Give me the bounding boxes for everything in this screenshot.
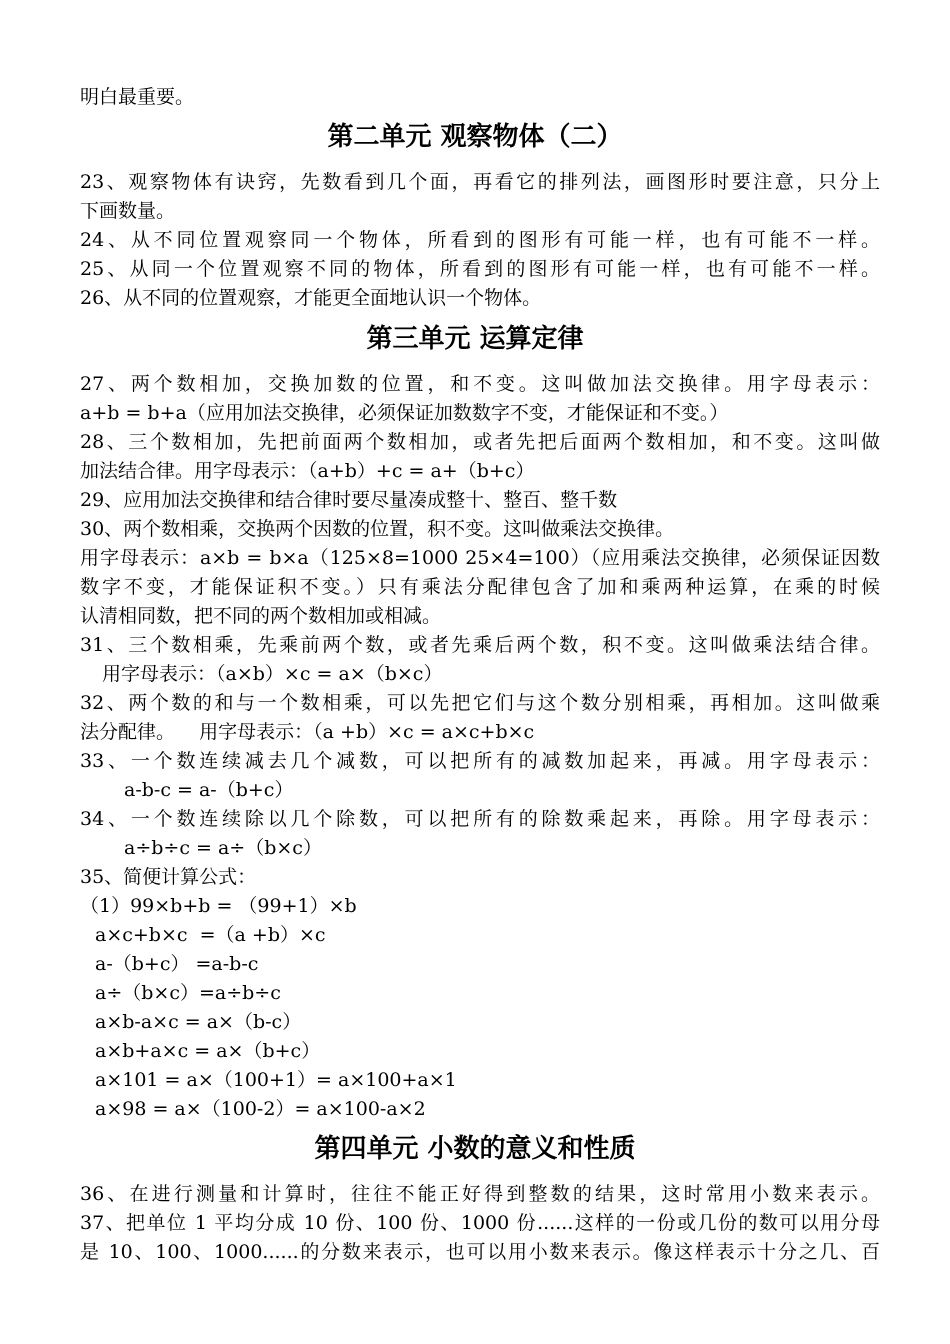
item-23-line2: 下画数量。 (80, 200, 176, 222)
formula-5: a×b-a×c = a×（b-c） (95, 1011, 302, 1033)
item-31-line2: 用字母表示：（a×b）×c = a×（b×c） (102, 663, 443, 685)
formula-7: a×101 = a×（100+1）= a×100+a×1 (95, 1069, 457, 1091)
formula-8: a×98 = a×（100-2）= a×100-a×2 (95, 1098, 426, 1120)
item-27-line2: a+b = b+a（应用加法交换律，必须保证加数数字不变，才能保证和不变。） (80, 402, 729, 424)
item-37-line2: 是 10、100、1000......的分数来表示，也可以用小数来表示。像这样表示十分之几、百 (80, 1241, 880, 1263)
unit2-title: 第二单元 观察物体（二） (327, 122, 623, 152)
item-28-line2: 加法结合律。用字母表示：（a+b）+c = a+（b+c） (80, 460, 535, 482)
item-33-line1: 33、一个数连续减去几个减数，可以把所有的减数加起来，再减。用字母表示： (80, 750, 880, 772)
item-32-line1: 32、两个数的和与一个数相乘，可以先把它们与这个数分别相乘，再相加。这叫做乘 (80, 692, 880, 714)
item-30-line2: 用字母表示：a×b = b×a（125×8=1000 25×4=100）（应用乘法交换律，必须保证因数 (80, 547, 880, 569)
item-32-line2: 法分配律。 用字母表示：（a +b）×c = a×c+b×c (80, 721, 535, 743)
item-30-line3: 数字不变，才能保证积不变。）只有乘法分配律包含了加和乘两种运算，在乘的时候 (80, 576, 880, 598)
item-30-line1: 30、两个数相乘，交换两个因数的位置，积不变。这叫做乘法交换律。 (80, 518, 675, 540)
item-24: 24、从不同位置观察同一个物体，所看到的图形有可能一样，也有可能不一样。 (80, 229, 880, 251)
item-33-line2: a-b-c = a-（b+c） (124, 779, 294, 801)
item-34-line1: 34、一个数连续除以几个除数，可以把所有的除数乘起来，再除。用字母表示： (80, 808, 880, 830)
formula-4: a÷（b×c）=a÷b÷c (95, 982, 281, 1004)
unit4-title: 第四单元 小数的意义和性质 (314, 1134, 636, 1164)
item-26: 26、从不同的位置观察，才能更全面地认识一个物体。 (80, 287, 542, 309)
item-28-line1: 28、三个数相加，先把前面两个数相加，或者先把后面两个数相加，和不变。这叫做 (80, 431, 880, 453)
formula-1: （1）99×b+b = （99+1）×b (80, 895, 357, 917)
unit3-title: 第三单元 运算定律 (366, 324, 584, 354)
item-36: 36、在进行测量和计算时，往往不能正好得到整数的结果，这时常用小数来表示。 (80, 1183, 880, 1205)
intro-line: 明白最重要。 (80, 86, 195, 108)
item-35: 35、简便计算公式： (80, 866, 257, 888)
item-37-line1: 37、把单位 1 平均分成 10 份、100 份、1000 份......这样的一份或几份的数可以用分母 (80, 1212, 880, 1234)
item-27-line1: 27、两个数相加，交换加数的位置，和不变。这叫做加法交换律。用字母表示： (80, 373, 880, 395)
item-31-line1: 31、三个数相乘，先乘前两个数，或者先乘后两个数，积不变。这叫做乘法结合律。 (80, 634, 880, 656)
item-29: 29、应用加法交换律和结合律时要尽量凑成整十、整百、整千数 (80, 489, 618, 511)
formula-6: a×b+a×c = a×（b+c） (95, 1040, 321, 1062)
item-23-line1: 23、观察物体有诀窍，先数看到几个面，再看它的排列法，画图形时要注意，只分上 (80, 171, 880, 193)
formula-3: a-（b+c） =a-b-c (95, 953, 259, 975)
item-25: 25、从同一个位置观察不同的物体，所看到的图形有可能一样，也有可能不一样。 (80, 258, 880, 280)
item-34-line2: a÷b÷c = a÷（b×c） (124, 837, 322, 859)
item-30-line4: 认清相同数，把不同的两个数相加或相减。 (80, 605, 442, 627)
formula-2: a×c+b×c =（a +b）×c (95, 924, 326, 946)
